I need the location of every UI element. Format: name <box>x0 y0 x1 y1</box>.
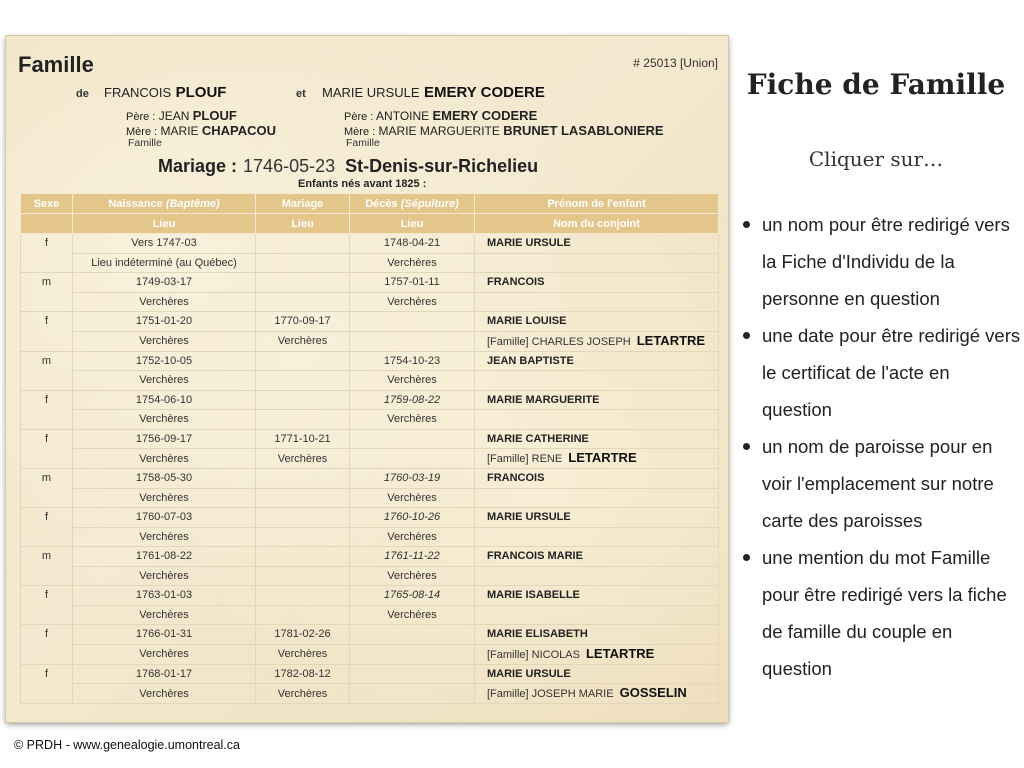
union-reference[interactable]: # 25013 [Union] <box>633 56 718 70</box>
child-marriage-place[interactable] <box>256 410 350 430</box>
child-death-date[interactable] <box>350 312 475 332</box>
panel-title: Fiche de Famille <box>746 68 1006 101</box>
header-deces-italic: (Sépulture) <box>400 197 459 210</box>
child-row <box>21 234 719 254</box>
spouse-last-name[interactable]: LETARTRE <box>568 450 637 465</box>
wife-father[interactable] <box>344 108 537 123</box>
child-row <box>21 625 719 645</box>
child-marriage-date[interactable]: 1782-08-12 <box>256 664 350 684</box>
child-sex: f <box>21 508 73 547</box>
child-death-date[interactable] <box>350 625 475 645</box>
child-birth-place[interactable]: Verchères <box>73 292 256 312</box>
header-mariage: Mariage <box>256 194 350 214</box>
father-label: Père : <box>126 111 156 123</box>
children-table <box>20 193 719 704</box>
child-name[interactable]: MARIE CATHERINE <box>475 429 719 449</box>
child-name[interactable]: FRANCOIS MARIE <box>475 547 719 567</box>
instruction-item <box>740 539 1024 687</box>
spouse-famille-link[interactable]: [Famille] <box>487 648 529 661</box>
child-birth-date[interactable]: 1758-05-30 <box>73 469 256 489</box>
child-birth-date[interactable]: 1768-01-17 <box>73 664 256 684</box>
child-row <box>21 273 719 293</box>
child-birth-date[interactable]: 1754-06-10 <box>73 390 256 410</box>
child-marriage-place[interactable]: Verchères <box>256 331 350 351</box>
panel-subtitle: Cliquer sur… <box>808 147 944 171</box>
child-marriage-date[interactable] <box>256 469 350 489</box>
child-death-place[interactable]: Verchères <box>350 253 475 273</box>
marriage-date[interactable]: 1746-05-23 <box>243 156 336 176</box>
child-row <box>21 469 719 489</box>
child-marriage-place[interactable]: Verchères <box>256 449 350 469</box>
instructions-list <box>740 206 1024 687</box>
child-death-date[interactable]: 1748-04-21 <box>350 234 475 254</box>
family-record-card <box>6 36 728 722</box>
child-sex: f <box>21 312 73 352</box>
bullet-dot-icon <box>743 332 750 339</box>
header-deces-lieu: Lieu <box>350 214 475 234</box>
child-birth-place[interactable]: Verchères <box>73 488 256 508</box>
husband-first-name[interactable]: FRANCOIS <box>104 85 172 100</box>
child-marriage-date[interactable] <box>256 234 350 254</box>
child-name[interactable]: MARIE ELISABETH <box>475 625 719 645</box>
child-marriage-place[interactable] <box>256 371 350 391</box>
child-sex: f <box>21 625 73 665</box>
child-row-detail <box>21 605 719 625</box>
child-birth-date[interactable]: 1749-03-17 <box>73 273 256 293</box>
child-spouse[interactable] <box>475 488 719 508</box>
child-death-date[interactable]: 1754-10-23 <box>350 351 475 371</box>
child-birth-place[interactable]: Verchères <box>73 527 256 547</box>
child-death-date[interactable]: 1765-08-14 <box>350 586 475 606</box>
child-spouse[interactable] <box>475 527 719 547</box>
child-name[interactable]: MARIE URSULE <box>475 508 719 528</box>
child-row <box>21 508 719 528</box>
child-sex: f <box>21 429 73 469</box>
husband-father-first[interactable]: JEAN <box>158 109 190 123</box>
wife-first-name[interactable]: MARIE URSULE <box>322 85 420 100</box>
child-birth-place[interactable]: Verchères <box>73 410 256 430</box>
child-death-place[interactable]: Verchères <box>350 605 475 625</box>
mother-label: Mère : <box>126 126 158 138</box>
child-marriage-date[interactable] <box>256 351 350 371</box>
child-spouse[interactable] <box>475 410 719 430</box>
child-marriage-date[interactable]: 1771-10-21 <box>256 429 350 449</box>
child-birth-place[interactable]: Verchères <box>73 605 256 625</box>
spouse-first-name[interactable]: JOSEPH MARIE <box>531 688 614 700</box>
child-row-detail <box>21 488 719 508</box>
child-birth-date[interactable]: 1761-08-22 <box>73 547 256 567</box>
father-label: Père : <box>344 111 374 123</box>
child-row <box>21 547 719 567</box>
child-row-detail <box>21 292 719 312</box>
marriage-line <box>158 156 538 177</box>
child-row-detail <box>21 371 719 391</box>
child-row <box>21 312 719 332</box>
child-name[interactable]: MARIE URSULE <box>475 234 719 254</box>
child-birth-place[interactable]: Verchères <box>73 331 256 351</box>
child-marriage-date[interactable] <box>256 547 350 567</box>
child-row-detail <box>21 449 719 469</box>
de-connector: de <box>76 88 89 100</box>
header-naissance-label: Naissance <box>108 197 163 210</box>
child-death-place[interactable]: Verchères <box>350 527 475 547</box>
marriage-place[interactable]: St-Denis-sur-Richelieu <box>345 156 539 176</box>
instruction-text: un nom pour être redirigé vers la Fiche d'Individu de la personne en question <box>762 214 1010 309</box>
wife-parents-famille-link[interactable]: Famille <box>346 137 380 149</box>
child-marriage-place[interactable] <box>256 253 350 273</box>
child-death-place[interactable]: Verchères <box>350 292 475 312</box>
children-table-body <box>21 234 719 704</box>
wife-mother[interactable] <box>344 123 664 138</box>
bullet-dot-icon <box>743 443 750 450</box>
child-birth-place[interactable]: Verchères <box>73 371 256 391</box>
spouse-first-name[interactable]: NICOLAS <box>531 648 580 661</box>
header-deces <box>350 194 475 214</box>
child-death-place[interactable] <box>350 684 475 704</box>
child-row-detail <box>21 527 719 547</box>
child-marriage-date[interactable] <box>256 273 350 293</box>
child-name[interactable]: JEAN BAPTISTE <box>475 351 719 371</box>
instruction-item <box>740 206 1024 317</box>
wife-mother-last[interactable]: BRUNET LASABLONIERE <box>503 123 664 138</box>
husband-mother[interactable] <box>126 123 276 138</box>
child-marriage-place[interactable] <box>256 605 350 625</box>
child-marriage-date[interactable] <box>256 586 350 606</box>
child-sex: m <box>21 273 73 312</box>
child-death-date[interactable] <box>350 429 475 449</box>
instruction-item <box>740 428 1024 539</box>
husband-last-name[interactable]: PLOUF <box>175 84 227 101</box>
child-name[interactable]: MARIE LOUISE <box>475 312 719 332</box>
child-name[interactable]: FRANCOIS <box>475 273 719 293</box>
et-connector: et <box>296 88 306 100</box>
child-marriage-place[interactable]: Verchères <box>256 684 350 704</box>
child-spouse[interactable] <box>475 449 719 469</box>
bullet-dot-icon <box>743 554 750 561</box>
husband-father[interactable] <box>126 108 237 123</box>
child-row <box>21 429 719 449</box>
child-marriage-place[interactable] <box>256 527 350 547</box>
child-marriage-place[interactable] <box>256 292 350 312</box>
child-row-detail <box>21 644 719 664</box>
child-name[interactable]: MARIE MARGUERITE <box>475 390 719 410</box>
wife-name[interactable] <box>322 84 545 102</box>
child-birth-date[interactable]: Vers 1747-03 <box>73 234 256 254</box>
child-death-date[interactable]: 1761-11-22 <box>350 547 475 567</box>
child-birth-date[interactable]: 1752-10-05 <box>73 351 256 371</box>
spouse-last-name[interactable]: LETARTRE <box>585 645 655 661</box>
child-spouse[interactable] <box>475 331 719 351</box>
header-conjoint: Nom du conjoint <box>475 214 719 234</box>
child-death-place[interactable]: Verchères <box>350 410 475 430</box>
child-spouse[interactable] <box>475 253 719 273</box>
child-death-place[interactable] <box>350 644 475 664</box>
child-row <box>21 390 719 410</box>
header-row-top <box>21 194 719 214</box>
spouse-last-name[interactable]: LETARTRE <box>636 332 706 348</box>
spouse-last-name[interactable]: GOSSELIN <box>619 685 687 700</box>
husband-parents-famille-link[interactable]: Famille <box>128 137 162 149</box>
child-death-date[interactable] <box>350 664 475 684</box>
child-name[interactable]: FRANCOIS <box>475 469 719 489</box>
child-death-date[interactable]: 1759-08-22 <box>350 390 475 410</box>
instruction-text: une date pour être redirigé vers le certificat de l'acte en question <box>762 325 1021 420</box>
header-sexe-blank <box>21 214 73 234</box>
header-naissance <box>73 194 256 214</box>
header-row-bottom <box>21 214 719 234</box>
child-row <box>21 351 719 371</box>
spouse-famille-link[interactable]: [Famille] <box>487 335 529 348</box>
child-birth-place[interactable]: Lieu indéterminé (au Québec) <box>73 253 256 273</box>
child-spouse[interactable] <box>475 292 719 312</box>
child-birth-place[interactable]: Verchères <box>73 449 256 469</box>
header-naissance-lieu: Lieu <box>73 214 256 234</box>
child-spouse[interactable] <box>475 566 719 586</box>
children-note: Enfants nés avant 1825 : <box>298 178 427 190</box>
spouse-first-name[interactable]: RENE <box>531 453 563 465</box>
child-birth-date[interactable]: 1763-01-03 <box>73 586 256 606</box>
child-death-place[interactable] <box>350 449 475 469</box>
child-birth-date[interactable]: 1760-07-03 <box>73 508 256 528</box>
child-spouse[interactable] <box>475 605 719 625</box>
child-marriage-place[interactable] <box>256 488 350 508</box>
child-sex: m <box>21 469 73 508</box>
child-name[interactable]: MARIE URSULE <box>475 664 719 684</box>
child-row-detail <box>21 253 719 273</box>
instruction-text: une mention du mot Famille pour être redirigé vers la fiche de famille du couple en question <box>762 547 1007 679</box>
child-birth-place[interactable]: Verchères <box>73 566 256 586</box>
child-row-detail <box>21 410 719 430</box>
husband-father-last[interactable]: PLOUF <box>192 108 237 123</box>
child-row-detail <box>21 684 719 704</box>
bullet-dot-icon <box>743 221 750 228</box>
header-naissance-italic: (Baptême) <box>165 197 220 210</box>
spouse-famille-link[interactable]: [Famille] <box>487 453 529 465</box>
instruction-text: un nom de paroisse pour en voir l'emplacement sur notre carte des paroisses <box>762 436 994 531</box>
header-mariage-lieu: Lieu <box>256 214 350 234</box>
child-marriage-place[interactable] <box>256 566 350 586</box>
child-birth-place[interactable]: Verchères <box>73 684 256 704</box>
wife-last-name[interactable]: EMERY CODERE <box>423 84 545 101</box>
wife-father-first[interactable]: ANTOINE <box>376 109 430 123</box>
mother-label: Mère : <box>344 126 376 138</box>
instruction-item <box>740 317 1024 428</box>
copyright-notice: © PRDH - www.genealogie.umontreal.ca <box>14 738 240 752</box>
husband-mother-first[interactable]: MARIE <box>160 124 199 138</box>
header-sexe: Sexe <box>21 194 73 214</box>
child-marriage-date[interactable] <box>256 508 350 528</box>
spouse-first-name[interactable]: CHARLES JOSEPH <box>531 335 631 348</box>
child-birth-place[interactable]: Verchères <box>73 644 256 664</box>
child-birth-date[interactable]: 1756-09-17 <box>73 429 256 449</box>
header-prenom: Prénom de l'enfant <box>475 194 719 214</box>
child-spouse[interactable] <box>475 644 719 664</box>
child-death-date[interactable]: 1757-01-11 <box>350 273 475 293</box>
child-sex: f <box>21 586 73 625</box>
marriage-label: Mariage : <box>158 156 238 176</box>
child-marriage-date[interactable]: 1781-02-26 <box>256 625 350 645</box>
child-sex: f <box>21 664 73 704</box>
spouse-famille-link[interactable]: [Famille] <box>487 688 529 700</box>
child-spouse[interactable] <box>475 371 719 391</box>
wife-mother-first[interactable]: MARIE MARGUERITE <box>378 124 500 138</box>
child-row-detail <box>21 566 719 586</box>
child-row <box>21 586 719 606</box>
child-death-place[interactable] <box>350 331 475 351</box>
child-birth-date[interactable]: 1751-01-20 <box>73 312 256 332</box>
child-sex: f <box>21 390 73 429</box>
card-title: Famille <box>18 52 94 77</box>
child-spouse[interactable] <box>475 684 719 704</box>
child-sex: m <box>21 547 73 586</box>
child-sex: m <box>21 351 73 390</box>
child-row-detail <box>21 331 719 351</box>
husband-name[interactable] <box>104 84 226 102</box>
child-death-date[interactable]: 1760-03-19 <box>350 469 475 489</box>
wife-father-last[interactable]: EMERY CODERE <box>432 108 538 123</box>
child-marriage-place[interactable]: Verchères <box>256 644 350 664</box>
child-row <box>21 664 719 684</box>
child-death-place[interactable]: Verchères <box>350 371 475 391</box>
header-deces-label: Décès <box>365 197 398 210</box>
child-birth-date[interactable]: 1766-01-31 <box>73 625 256 645</box>
child-death-date[interactable]: 1760-10-26 <box>350 508 475 528</box>
child-marriage-date[interactable] <box>256 390 350 410</box>
child-death-place[interactable]: Verchères <box>350 566 475 586</box>
husband-mother-last[interactable]: CHAPACOU <box>201 123 277 138</box>
child-name[interactable]: MARIE ISABELLE <box>475 586 719 606</box>
child-marriage-date[interactable]: 1770-09-17 <box>256 312 350 332</box>
child-sex: f <box>21 234 73 273</box>
child-death-place[interactable]: Verchères <box>350 488 475 508</box>
